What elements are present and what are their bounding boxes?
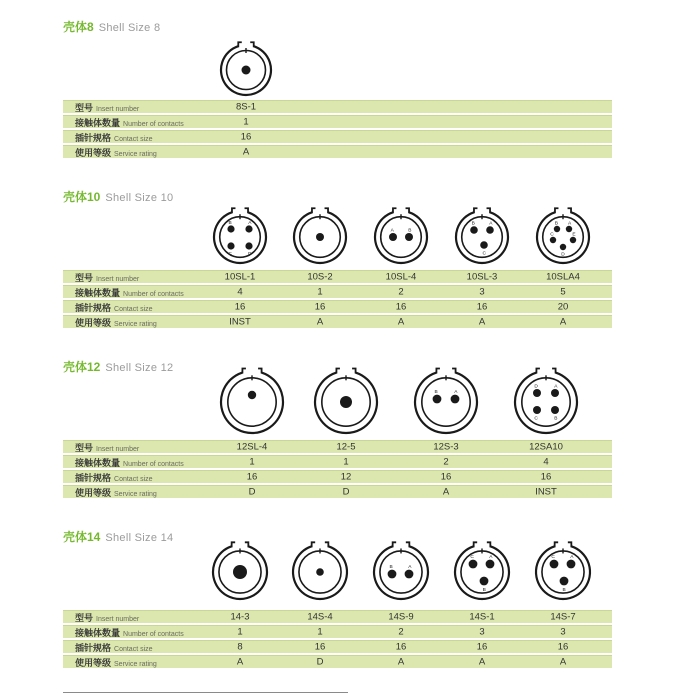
pin-dot bbox=[550, 560, 559, 569]
cell-model-14S-7: 14S-7 bbox=[550, 611, 576, 623]
table-row-contact_size-shell-8 bbox=[63, 130, 612, 143]
keyway-tabs bbox=[393, 208, 409, 213]
connector-face-14S-1 bbox=[448, 538, 516, 606]
pin-label: A bbox=[554, 384, 558, 390]
cell-contacts-10SLA4: 5 bbox=[560, 286, 566, 298]
connector-face-8S-1 bbox=[214, 38, 278, 102]
insert-face-circle bbox=[228, 378, 276, 426]
pin-label: A bbox=[408, 565, 412, 571]
pin-label: C bbox=[228, 252, 232, 258]
cell-contacts-12SL-4: 1 bbox=[249, 456, 255, 468]
pin-dot bbox=[480, 241, 488, 249]
pin-dot bbox=[233, 565, 247, 579]
keyway-tabs bbox=[555, 208, 571, 213]
connector-face-12-5 bbox=[308, 364, 384, 440]
cell-service_rating-14S-7: A bbox=[559, 656, 567, 668]
cell-contacts-14S-4: 1 bbox=[317, 626, 323, 638]
table-row-contacts-shell-10 bbox=[63, 285, 612, 298]
connector-face-10SL-3 bbox=[449, 204, 515, 270]
pin-label: A bbox=[570, 555, 574, 561]
row-label-zh: 插针规格 bbox=[75, 473, 112, 483]
row-label-en: Service rating bbox=[114, 661, 157, 668]
row-label bbox=[75, 653, 157, 671]
pin-dot bbox=[480, 577, 489, 586]
row-label-zh: 接触体数量 bbox=[75, 458, 121, 468]
cell-contacts-12S-3: 2 bbox=[443, 456, 449, 468]
footer-rule bbox=[63, 692, 348, 693]
connector-face-14S-4 bbox=[286, 538, 354, 606]
pin-label: A bbox=[489, 555, 493, 561]
cell-model-10SL-3: 10SL-3 bbox=[466, 271, 498, 283]
row-label bbox=[75, 143, 157, 161]
section-title-zh: 壳体14 bbox=[63, 530, 101, 544]
row-label-en: Number of contacts bbox=[123, 631, 184, 638]
keyway-tabs bbox=[312, 542, 329, 547]
row-label-en: Insert number bbox=[96, 616, 140, 623]
pin-dot bbox=[560, 244, 566, 250]
pin-dot bbox=[245, 242, 252, 249]
pin-dot bbox=[533, 406, 541, 414]
shell-outer-ring bbox=[515, 373, 577, 433]
cell-model-10SL-4: 10SL-4 bbox=[385, 271, 417, 283]
cell-contact_size-12SA10: 16 bbox=[540, 471, 552, 483]
row-label-zh: 型号 bbox=[75, 613, 94, 623]
section-title-zh: 壳体12 bbox=[63, 360, 101, 374]
keyway-tabs bbox=[393, 542, 410, 547]
section-title-en: Shell Size 14 bbox=[105, 532, 174, 544]
pin-label: A bbox=[489, 221, 493, 227]
pin-dot bbox=[248, 391, 256, 399]
row-label-en: Service rating bbox=[114, 321, 157, 328]
pin-label: B bbox=[554, 221, 559, 227]
table-row-model-shell-8 bbox=[63, 100, 612, 113]
cell-contact_size-10SLA4: 20 bbox=[557, 301, 569, 313]
table-row-service_rating-shell-14 bbox=[63, 655, 612, 668]
shell-outer-ring bbox=[374, 546, 428, 599]
table-row-model-shell-14 bbox=[63, 610, 612, 623]
table-row-contacts-shell-12 bbox=[63, 455, 612, 468]
cell-contact_size-12S-3: 16 bbox=[440, 471, 452, 483]
row-label-en: Number of contacts bbox=[123, 291, 184, 298]
shell-outer-ring bbox=[214, 212, 266, 263]
connector-face-10S-2 bbox=[287, 204, 353, 270]
row-label-zh: 插针规格 bbox=[75, 133, 112, 143]
pin-dot bbox=[470, 226, 478, 234]
pin-dot bbox=[551, 406, 559, 414]
pin-dot bbox=[316, 568, 324, 576]
row-label-en: Insert number bbox=[96, 276, 140, 283]
cell-contact_size-14S-9: 16 bbox=[395, 641, 407, 653]
cell-service_rating-10SLA4: A bbox=[559, 316, 567, 328]
pin-dot bbox=[405, 570, 414, 579]
pin-label: A bbox=[248, 220, 252, 226]
cell-contact_size-12-5: 12 bbox=[340, 471, 352, 483]
pin-dot bbox=[451, 395, 460, 404]
section-title-shell-12 bbox=[63, 358, 173, 376]
insert-face-circle bbox=[461, 551, 503, 593]
row-label-zh: 型号 bbox=[75, 273, 94, 283]
keyway-tabs bbox=[238, 42, 253, 47]
cell-contacts-10S-2: 1 bbox=[317, 286, 323, 298]
row-label-zh: 使用等级 bbox=[75, 658, 112, 668]
row-label-en: Contact size bbox=[114, 306, 153, 313]
cell-model-12SL-4: 12SL-4 bbox=[236, 441, 268, 453]
row-label-en: Contact size bbox=[114, 476, 153, 483]
shell-outer-ring bbox=[415, 373, 477, 433]
pin-label: B bbox=[471, 221, 475, 227]
cell-service_rating-12SA10: INST bbox=[535, 486, 557, 498]
pin-label: C bbox=[482, 251, 486, 257]
cell-service_rating-12S-3: A bbox=[442, 486, 450, 498]
cell-contacts-12-5: 1 bbox=[343, 456, 349, 468]
pin-dot bbox=[227, 225, 234, 232]
pin-label: C bbox=[470, 555, 474, 561]
pin-dot bbox=[533, 389, 541, 397]
cell-contact_size-14S-4: 16 bbox=[314, 641, 326, 653]
cell-service_rating-10S-2: A bbox=[316, 316, 324, 328]
table-row-contact_size-shell-14 bbox=[63, 640, 612, 653]
cell-model-8S-1: 8S-1 bbox=[235, 101, 257, 113]
cell-model-12S-3: 12S-3 bbox=[433, 441, 459, 453]
insert-face-circle bbox=[542, 551, 584, 593]
pin-label: A bbox=[454, 390, 458, 396]
cell-contact_size-10SL-1: 16 bbox=[234, 301, 246, 313]
row-label-zh: 使用等级 bbox=[75, 488, 112, 498]
cell-service_rating-14S-9: A bbox=[397, 656, 405, 668]
pin-dot bbox=[340, 396, 352, 408]
cell-model-10SL-1: 10SL-1 bbox=[224, 271, 256, 283]
table-row-service_rating-shell-10 bbox=[63, 315, 612, 328]
table-row-contact_size-shell-12 bbox=[63, 470, 612, 483]
pin-label: A bbox=[567, 221, 572, 227]
connector-face-10SL-1 bbox=[207, 204, 273, 270]
pin-dot bbox=[551, 389, 559, 397]
connector-face-10SL-4 bbox=[368, 204, 434, 270]
pin-dot bbox=[566, 226, 572, 232]
row-label-zh: 使用等级 bbox=[75, 148, 112, 158]
pin-dot bbox=[242, 66, 251, 75]
pin-label: C bbox=[534, 416, 538, 422]
row-label-en: Number of contacts bbox=[123, 461, 184, 468]
connector-face-10SLA4 bbox=[530, 204, 596, 270]
cell-contact_size-14S-7: 16 bbox=[557, 641, 569, 653]
pin-label: E bbox=[572, 232, 576, 238]
keyway-tabs bbox=[232, 542, 249, 547]
cell-contact_size-10SL-3: 16 bbox=[476, 301, 488, 313]
shell-outer-ring bbox=[221, 373, 283, 433]
section-title-shell-10 bbox=[63, 188, 173, 206]
row-label-zh: 插针规格 bbox=[75, 303, 112, 313]
row-label-zh: 型号 bbox=[75, 443, 94, 453]
connector-face-14S-7 bbox=[529, 538, 597, 606]
pin-label: B bbox=[434, 390, 438, 396]
pin-dot bbox=[389, 233, 397, 241]
cell-service_rating-8S-1: A bbox=[242, 146, 250, 158]
cell-contacts-14S-7: 3 bbox=[560, 626, 566, 638]
pin-dot bbox=[316, 233, 324, 241]
pin-label: D bbox=[248, 252, 252, 258]
connector-face-12SA10 bbox=[508, 364, 584, 440]
pin-label: B bbox=[408, 228, 412, 234]
cell-model-10S-2: 10S-2 bbox=[307, 271, 333, 283]
cell-contact_size-12SL-4: 16 bbox=[246, 471, 258, 483]
pin-dot bbox=[433, 395, 442, 404]
pin-dot bbox=[554, 226, 560, 232]
cell-model-14-3: 14-3 bbox=[230, 611, 250, 623]
section-title-en: Shell Size 10 bbox=[105, 192, 174, 204]
table-row-contacts-shell-14 bbox=[63, 625, 612, 638]
table-row-contact_size-shell-10 bbox=[63, 300, 612, 313]
pin-label: B bbox=[228, 220, 232, 226]
pin-label: B bbox=[482, 587, 486, 593]
row-label-en: Service rating bbox=[114, 491, 157, 498]
pin-label: A bbox=[390, 228, 394, 234]
pin-dot bbox=[560, 577, 569, 586]
row-label-zh: 接触体数量 bbox=[75, 118, 121, 128]
pin-dot bbox=[550, 237, 556, 243]
cell-contacts-8S-1: 1 bbox=[243, 116, 249, 128]
section-title-shell-14 bbox=[63, 528, 173, 546]
cell-service_rating-12SL-4: D bbox=[248, 486, 256, 498]
cell-contact_size-8S-1: 16 bbox=[240, 131, 252, 143]
keyway-tabs bbox=[312, 208, 328, 213]
connector-face-14-3 bbox=[206, 538, 274, 606]
insert-face-circle bbox=[543, 217, 584, 258]
cell-contact_size-10S-2: 16 bbox=[314, 301, 326, 313]
cell-model-14S-9: 14S-9 bbox=[388, 611, 414, 623]
pin-label: B bbox=[389, 565, 393, 571]
insert-face-circle bbox=[380, 551, 422, 593]
keyway-tabs bbox=[436, 369, 455, 374]
connector-face-12S-3 bbox=[408, 364, 484, 440]
row-label-zh: 使用等级 bbox=[75, 318, 112, 328]
keyway-tabs bbox=[555, 542, 572, 547]
table-row-service_rating-shell-12 bbox=[63, 485, 612, 498]
row-label-zh: 接触体数量 bbox=[75, 288, 121, 298]
pin-label: C bbox=[551, 555, 555, 561]
section-title-en: Shell Size 8 bbox=[98, 22, 161, 34]
connector-face-14S-9 bbox=[367, 538, 435, 606]
cell-contacts-10SL-3: 3 bbox=[479, 286, 485, 298]
pin-dot bbox=[245, 225, 252, 232]
row-label-en: Insert number bbox=[96, 106, 140, 113]
keyway-tabs bbox=[336, 369, 355, 374]
section-title-en: Shell Size 12 bbox=[105, 362, 174, 374]
table-row-service_rating-shell-8 bbox=[63, 145, 612, 158]
cell-service_rating-10SL-4: A bbox=[397, 316, 405, 328]
cell-model-14S-1: 14S-1 bbox=[469, 611, 495, 623]
row-label-en: Service rating bbox=[114, 151, 157, 158]
row-label-en: Number of contacts bbox=[123, 121, 184, 128]
row-label bbox=[75, 483, 157, 501]
insert-face-circle bbox=[381, 217, 422, 258]
pin-label: B bbox=[554, 416, 558, 422]
pin-dot bbox=[227, 242, 234, 249]
cell-service_rating-10SL-1: INST bbox=[229, 316, 251, 328]
cell-contacts-14-3: 1 bbox=[237, 626, 243, 638]
section-title-shell-8 bbox=[63, 18, 160, 36]
shell-outer-ring bbox=[375, 212, 427, 263]
keyway-tabs bbox=[242, 369, 261, 374]
pin-label: D bbox=[561, 252, 565, 258]
keyway-tabs bbox=[232, 208, 248, 213]
cell-model-12-5: 12-5 bbox=[336, 441, 356, 453]
insert-face-circle bbox=[522, 378, 570, 426]
row-label-en: Contact size bbox=[114, 646, 153, 653]
cell-service_rating-14S-4: D bbox=[316, 656, 324, 668]
table-row-contacts-shell-8 bbox=[63, 115, 612, 128]
cell-contact_size-14S-1: 16 bbox=[476, 641, 488, 653]
row-label-en: Contact size bbox=[114, 136, 153, 143]
pin-dot bbox=[388, 570, 397, 579]
cell-contacts-14S-1: 3 bbox=[479, 626, 485, 638]
pin-label: C bbox=[550, 232, 554, 238]
row-label bbox=[75, 313, 157, 331]
cell-contacts-10SL-1: 4 bbox=[237, 286, 243, 298]
cell-model-12SA10: 12SA10 bbox=[529, 441, 563, 453]
keyway-tabs bbox=[474, 542, 491, 547]
cell-service_rating-10SL-3: A bbox=[478, 316, 486, 328]
cell-model-10SLA4: 10SLA4 bbox=[546, 271, 580, 283]
pin-dot bbox=[486, 226, 494, 234]
connector-face-12SL-4 bbox=[214, 364, 290, 440]
table-row-model-shell-12 bbox=[63, 440, 612, 453]
row-label-en: Insert number bbox=[96, 446, 140, 453]
cell-contact_size-10SL-4: 16 bbox=[395, 301, 407, 313]
pin-label: B bbox=[562, 587, 566, 593]
cell-service_rating-14-3: A bbox=[236, 656, 244, 668]
cell-contact_size-14-3: 8 bbox=[237, 641, 243, 653]
pin-dot bbox=[469, 560, 478, 569]
cell-model-14S-4: 14S-4 bbox=[307, 611, 333, 623]
cell-contacts-10SL-4: 2 bbox=[398, 286, 404, 298]
pin-label: D bbox=[534, 384, 538, 390]
table-row-model-shell-10 bbox=[63, 270, 612, 283]
insert-face-circle bbox=[220, 217, 261, 258]
cell-contacts-14S-9: 2 bbox=[398, 626, 404, 638]
row-label-zh: 插针规格 bbox=[75, 643, 112, 653]
keyway-tabs bbox=[536, 369, 555, 374]
insert-face-circle bbox=[422, 378, 470, 426]
cell-service_rating-12-5: D bbox=[342, 486, 350, 498]
keyway-tabs bbox=[474, 208, 490, 213]
row-label-zh: 接触体数量 bbox=[75, 628, 121, 638]
pin-dot bbox=[570, 237, 576, 243]
cell-service_rating-14S-1: A bbox=[478, 656, 486, 668]
pin-dot bbox=[567, 560, 576, 569]
row-label-zh: 型号 bbox=[75, 103, 94, 113]
cell-contacts-12SA10: 4 bbox=[543, 456, 549, 468]
section-title-zh: 壳体10 bbox=[63, 190, 101, 204]
pin-dot bbox=[405, 233, 413, 241]
section-title-zh: 壳体8 bbox=[63, 20, 94, 34]
pin-dot bbox=[486, 560, 495, 569]
